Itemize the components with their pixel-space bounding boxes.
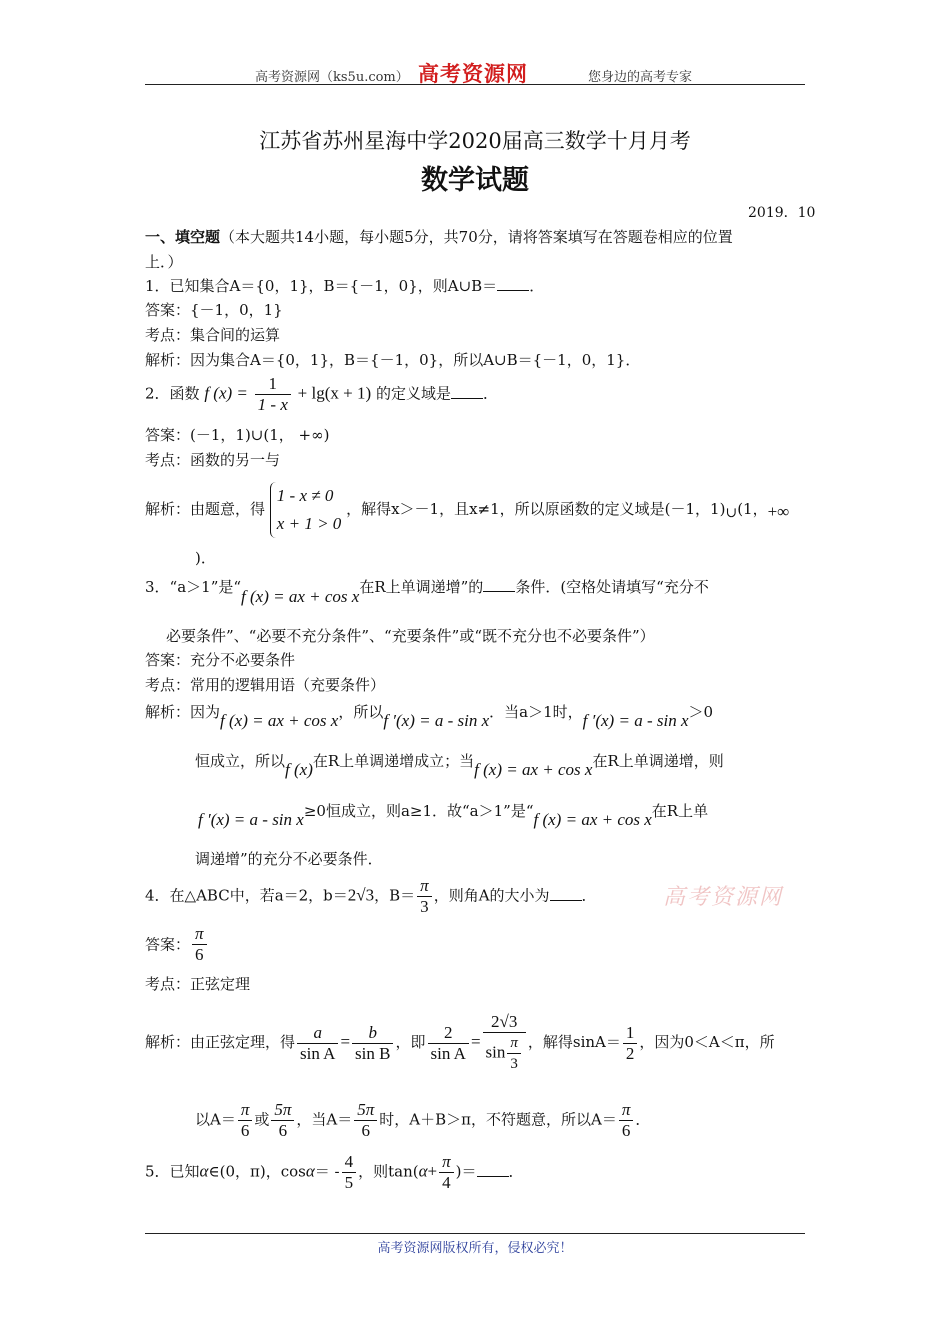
q4-g1-num: π xyxy=(240,1100,250,1119)
q4-g4 xyxy=(619,1100,634,1141)
header-right: 您身边的高考专家 xyxy=(588,70,693,85)
q4-a2-or: 或 xyxy=(254,1110,270,1129)
q4-f1-den: sin A xyxy=(297,1043,338,1064)
q5-f-num: 4 xyxy=(344,1152,354,1171)
q4-g2-den: 6 xyxy=(271,1120,294,1141)
q5-end: )＝ xyxy=(455,1162,477,1181)
q2-analysis-end: (1， xyxy=(737,500,768,518)
q4-a1-mid: ，即 xyxy=(395,1033,426,1051)
q3-suffix: 条件．(空格处请填写“充分不 xyxy=(515,578,709,596)
q4-answer-fraction xyxy=(192,924,207,965)
q4-g1 xyxy=(238,1100,253,1141)
footer-rule xyxy=(145,1233,805,1234)
q5-plus: + xyxy=(427,1161,438,1181)
exam-subtitle: 数学试题 xyxy=(421,165,529,196)
q1-point: 考点：集合间的运算 xyxy=(145,326,281,344)
q3-a3-end: 在R上单 xyxy=(651,802,709,820)
q2-den: 1 - x xyxy=(255,394,291,415)
q2-point: 考点：函数的另一与 xyxy=(145,451,281,469)
answer-blank xyxy=(483,579,515,592)
q2-tail: + lg(x + 1) xyxy=(297,383,372,403)
q4-f4-inner-num: π xyxy=(510,1035,518,1051)
q4-b-value: 2√3 xyxy=(347,885,375,905)
q5-pi-fraction xyxy=(439,1152,454,1193)
q1-text: 1．已知集合A＝{0，1}，B＝{－1，0}，则A∪B＝ xyxy=(145,277,498,295)
q4-f5-den: 2 xyxy=(623,1043,638,1064)
q2-num: 1 xyxy=(268,374,278,393)
q4-g3 xyxy=(354,1100,377,1141)
q4-B-num: π xyxy=(420,876,429,895)
q2-analysis xyxy=(145,482,789,538)
q4-a1-prefix: 解析：由正弦定理，得 xyxy=(145,1033,296,1051)
q4-point: 考点：正弦定理 xyxy=(145,975,251,993)
q4-f4-den xyxy=(483,1032,526,1074)
section-label: 一、填空题 xyxy=(145,228,221,246)
q4-g4-den: 6 xyxy=(619,1120,634,1141)
q4-mid: ，B＝ xyxy=(374,886,416,905)
q3-a1-mid2: ．当a＞1时， xyxy=(489,703,583,721)
q4-f3-num: 2 xyxy=(443,1022,453,1042)
q4-g2 xyxy=(271,1100,294,1141)
answer-blank xyxy=(497,278,529,291)
q2-system xyxy=(270,482,342,538)
q3-analysis-1 xyxy=(145,702,714,730)
q5-p-num: π xyxy=(442,1152,451,1171)
q4-f4-inner-den: 3 xyxy=(507,1053,521,1074)
q3-question-line2: 必要条件”、“必要不充分条件”、“充要条件”或“既不充分也不必要条件”） xyxy=(166,627,655,645)
q4-f2-num: b xyxy=(368,1022,378,1042)
q5-alpha: α xyxy=(199,1161,209,1181)
q4-frac5 xyxy=(623,1023,638,1064)
q4-ans-num: π xyxy=(195,924,204,943)
q5-alpha-2: α xyxy=(305,1161,315,1181)
section-desc: （本大题共14小题，每小题5分，共70分，请将答案填写在答题卷相应的位置 xyxy=(220,228,733,246)
q4-B-fraction xyxy=(417,876,432,917)
q2-cup: ∪ xyxy=(725,506,738,521)
q5-mid3: ，则tan( xyxy=(358,1162,419,1181)
q3-a1-expr3: f ′(x) = a - sin x xyxy=(582,711,689,730)
q4-eq2: = xyxy=(470,1032,481,1051)
q3-a3-expr2: f (x) = ax + cos x xyxy=(533,810,652,829)
q5-f-den: 5 xyxy=(342,1172,357,1193)
section-heading xyxy=(145,227,733,247)
q3-analysis-4: 调递增”的充分不必要条件． xyxy=(195,850,383,868)
q5-mid2: ＝ - xyxy=(314,1162,340,1181)
q4-f4-den-prefix: sin xyxy=(485,1042,506,1062)
q4-f5-num: 1 xyxy=(625,1022,635,1042)
q3-answer: 答案：充分不必要条件 xyxy=(145,651,296,669)
answer-blank xyxy=(477,1164,509,1177)
header-rule xyxy=(145,84,805,85)
q1-question: 1．已知集合A＝{0，1}，B＝{－1，0}，则A∪B＝ ． xyxy=(145,277,545,295)
q4-analysis-1 xyxy=(145,1012,775,1074)
q3-a2-expr2: f (x) = ax + cos x xyxy=(474,760,593,779)
q3-analysis-3 xyxy=(198,801,709,829)
q4-g4-num: π xyxy=(621,1100,631,1119)
exam-date: 2019．10 xyxy=(748,205,816,221)
q4-a2-mid2: 时，A＋B＞π，不符题意，所以A＝ xyxy=(379,1110,617,1129)
q4-a2-mid: ，当A＝ xyxy=(296,1110,353,1129)
q3-point: 考点：常用的逻辑用语（充要条件） xyxy=(145,676,386,694)
q2-suffix: 的定义域是 xyxy=(375,384,451,403)
q4-frac4 xyxy=(483,1012,526,1074)
q4-B-den: 3 xyxy=(417,896,432,917)
q2-answer: 答案：(－1，1)∪(1， +∞) xyxy=(145,426,330,444)
q4-a2-end: ． xyxy=(635,1110,651,1129)
q4-ans-den: 6 xyxy=(192,944,207,965)
q3-a1-end: ＞0 xyxy=(688,703,714,721)
q4-eq: = xyxy=(340,1032,351,1051)
q4-f4-num: 2√3 xyxy=(491,1012,518,1031)
q4-prefix: 4．在△ABC中，若a＝2，b＝ xyxy=(145,886,348,905)
q4-g2-num: 5π xyxy=(274,1100,292,1119)
section-desc-2: 上．） xyxy=(145,253,183,271)
q2-fx: f (x) = xyxy=(204,383,248,403)
q3-a1-expr1: f (x) = ax + cos x xyxy=(220,711,339,730)
q5-alpha-3: α xyxy=(418,1161,428,1181)
q4-analysis-2 xyxy=(195,1100,650,1141)
q2-question: 2．函数 f (x) = $\frac{1}{1 - x}$ + lg(x + 1) 的定义域是 ． xyxy=(145,374,498,414)
q3-a2-mid: 在R上单调递增成立；当 xyxy=(312,752,475,770)
answer-blank xyxy=(550,888,582,901)
q2-infinity: +∞ xyxy=(767,502,790,521)
q3-a2-end: 在R上单调递增，则 xyxy=(592,752,724,770)
exam-title: 江苏省苏州星海中学2020届高三数学十月月考 xyxy=(259,129,691,153)
q4-a1-mid2: ，解得sinA＝ xyxy=(527,1033,621,1051)
q3-prefix: 3．“a＞1”是“ xyxy=(145,578,242,596)
header-brand-logo: 高考资源网 xyxy=(418,61,528,86)
q3-a2-expr1: f (x) xyxy=(285,760,313,779)
q2-cond1: 1 - x ≠ 0 xyxy=(276,486,334,505)
q4-question: 4．在△ABC中，若a＝2，b＝2√3，B＝ $\frac{\pi}{3}$ ，则角A的大小为 ． xyxy=(145,876,597,916)
q4-f4-inner-fraction xyxy=(507,1033,521,1074)
q5-question xyxy=(145,1152,524,1193)
q4-g3-den: 6 xyxy=(354,1120,377,1141)
q4-a2-prefix: 以A＝ xyxy=(195,1110,236,1129)
q3-a3-mid: ≥0恒成立，则a≥1．故“a＞1”是“ xyxy=(303,802,534,820)
q4-frac3 xyxy=(428,1023,469,1064)
q4-f3-den: sin A xyxy=(428,1043,469,1064)
footer-copyright: 高考资源网版权所有，侵权必究！ xyxy=(377,1241,573,1256)
q3-a3-expr1: f ′(x) = a - sin x xyxy=(198,810,304,829)
q5-dot: ． xyxy=(508,1162,524,1181)
q5-cos-fraction xyxy=(342,1152,357,1193)
q3-a1-mid: ，所以 xyxy=(338,703,384,721)
q4-g3-num: 5π xyxy=(357,1100,375,1119)
answer-blank xyxy=(451,386,483,399)
q3-expr: f (x) = ax + cos x xyxy=(241,587,360,606)
q2-analysis-mid: ，解得x＞－1，且x≠1，所以原函数的定义域是(－1，1) xyxy=(346,500,726,518)
q5-prefix: 5．已知 xyxy=(145,1162,200,1181)
q4-f2-den: sin B xyxy=(352,1043,393,1064)
q4-frac2 xyxy=(352,1023,393,1064)
q4-a1-end: ，因为0＜A＜π，所 xyxy=(639,1033,775,1051)
header-left: 高考资源网（ks5u.com） xyxy=(255,70,409,85)
q4-frac1 xyxy=(297,1023,338,1064)
q4-answer-label: 答案： xyxy=(145,935,191,954)
q3-mid: 在R上单调递增”的 xyxy=(359,578,484,596)
q1-analysis: 解析：因为集合A＝{0，1}，B＝{－1，0}，所以A∪B＝{－1，0，1}． xyxy=(145,351,641,369)
q2-fraction xyxy=(255,374,291,415)
q3-a1-prefix: 解析：因为 xyxy=(145,703,221,721)
q2-analysis-prefix: 解析：由题意，得 xyxy=(145,500,266,518)
q5-mid1: ∈(0，π)，cos xyxy=(208,1162,306,1181)
q3-a2-prefix: 恒成立，所以 xyxy=(195,752,286,770)
q2-cond2: x + 1 > 0 xyxy=(276,514,342,533)
q4-g1-den: 6 xyxy=(238,1120,253,1141)
q3-analysis-2 xyxy=(195,751,724,779)
q5-p-den: 4 xyxy=(439,1172,454,1193)
q2-prefix: 2．函数 xyxy=(145,384,200,403)
q4-answer xyxy=(145,924,209,965)
q4-f1-num: a xyxy=(313,1022,322,1042)
q2-close: )． xyxy=(195,549,216,567)
q3-a1-expr2: f ′(x) = a - sin x xyxy=(383,711,490,730)
q1-answer: 答案：{－1，0，1} xyxy=(145,301,283,319)
q3-question xyxy=(145,577,709,606)
q4-suffix: ，则角A的大小为 xyxy=(433,886,550,905)
watermark-logo: 高考资源网 xyxy=(663,885,784,910)
